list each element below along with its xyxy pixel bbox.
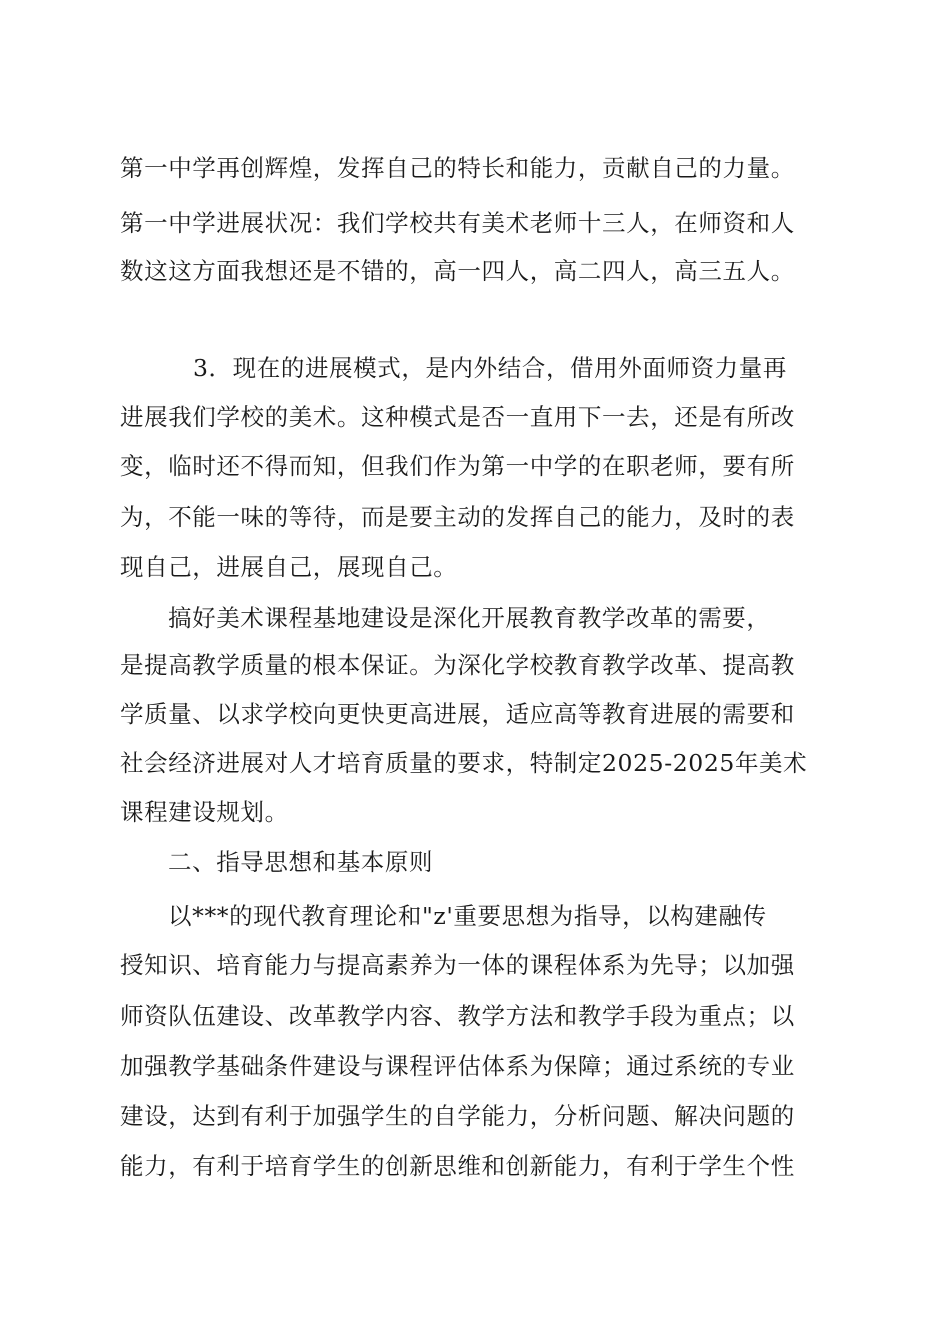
text-line: 加强教学基础条件建设与课程评估体系为保障；通过系统的专业 xyxy=(120,1052,795,1080)
text-line: 第一中学再创辉煌，发挥自己的特长和能力，贡献自己的力量。 xyxy=(120,154,795,182)
text-line: 搞好美术课程基地建设是深化开展教育教学改革的需要， xyxy=(168,604,771,632)
text-line: 进展我们学校的美术。这种模式是否一直用下一去，还是有所改 xyxy=(120,403,795,431)
text-line: 师资队伍建设、改革教学内容、教学方法和教学手段为重点；以 xyxy=(120,1002,795,1030)
text-line: 现自己，进展自己，展现自己。 xyxy=(120,553,458,581)
text-line: 是提高教学质量的根本保证。为深化学校教育教学改革、提高教 xyxy=(120,651,795,679)
text-line: 社会经济进展对人才培育质量的要求，特制定2025-2025年美术 xyxy=(120,749,808,777)
text-line: 学质量、以求学校向更快更高进展，适应高等教育进展的需要和 xyxy=(120,700,795,728)
section-heading: 二、指导思想和基本原则 xyxy=(168,848,434,876)
text-line: 为，不能一味的等待，而是要主动的发挥自己的能力，及时的表 xyxy=(120,503,795,531)
text-line: 以***的现代教育理论和"z'重要思想为指导，以构建融传 xyxy=(168,902,767,930)
text-line: 3．现在的进展模式，是内外结合，借用外面师资力量再 xyxy=(193,354,787,382)
text-line: 授知识、培育能力与提高素养为一体的课程体系为先导；以加强 xyxy=(120,951,795,979)
text-line: 变，临时还不得而知，但我们作为第一中学的在职老师，要有所 xyxy=(120,452,795,480)
text-line: 数这这方面我想还是不错的，高一四人，高二四人，高三五人。 xyxy=(120,257,795,285)
text-line: 课程建设规划。 xyxy=(120,798,289,826)
text-line: 能力，有利于培育学生的创新思维和创新能力，有利于学生个性 xyxy=(120,1152,795,1180)
text-line: 第一中学进展状况：我们学校共有美术老师十三人，在师资和人 xyxy=(120,209,795,237)
text-line: 建设，达到有利于加强学生的自学能力，分析问题、解决问题的 xyxy=(120,1102,795,1130)
